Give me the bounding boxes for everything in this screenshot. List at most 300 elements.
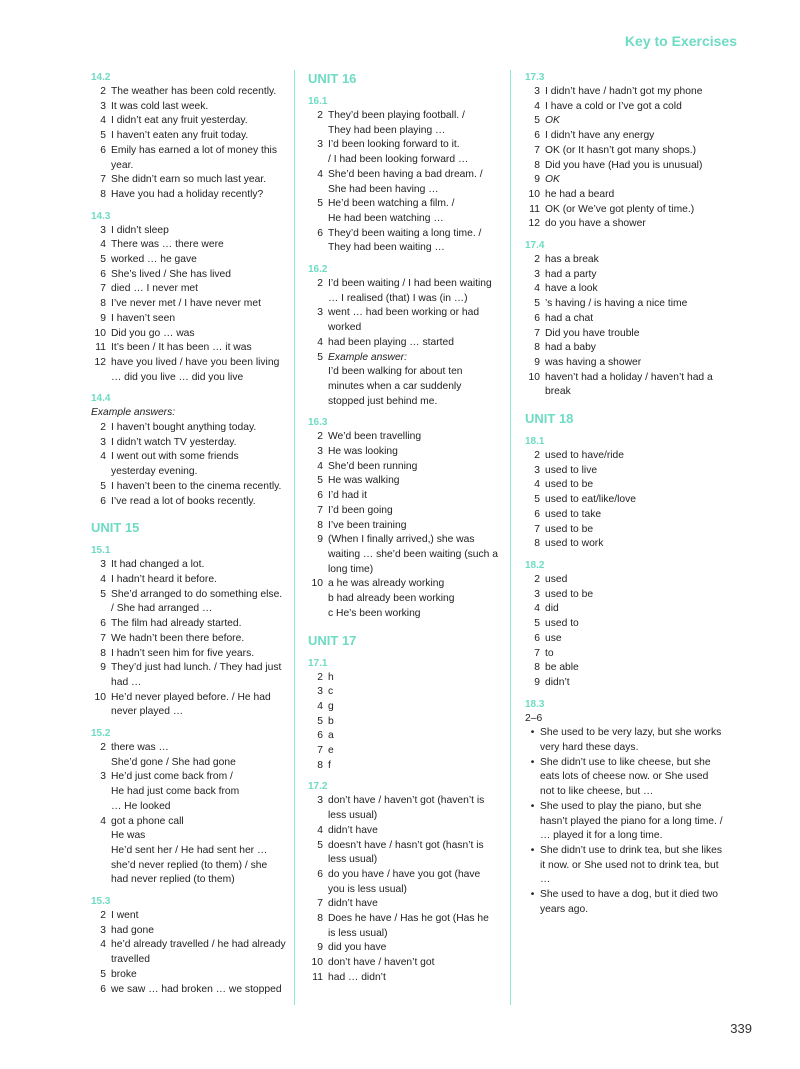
answer-text: She used to have a dog, but it died two years ago. [540,889,719,915]
answer-item [525,253,725,268]
answer-text: do you have / have you got (have you is less usual) [328,868,481,895]
answer-text: He was [111,830,146,842]
answer-text: They’d been playing football. / [328,110,465,121]
answer-item [308,868,498,897]
answer-number: 6 [317,490,323,502]
answer-number: 4 [534,479,540,491]
answer-text: I haven’t been to the cinema recently. [111,480,282,492]
bullet-answer [525,800,725,844]
answer-item [91,647,286,662]
answer-text: didn’t have [328,824,378,836]
exercise-heading: 14.2 [91,72,111,83]
answer-number: 4 [100,115,106,127]
answer-item [308,109,498,124]
answer-text: a [328,730,334,742]
answer-number: 6 [534,508,540,520]
answer-number: 6 [534,312,540,324]
answer-item [91,421,286,436]
answer-text: ’s having / is having a nice time [545,298,688,310]
answer-continuation [91,756,286,771]
bullet-answer [525,756,725,800]
answer-number: 11 [312,971,323,983]
answer-number: 8 [534,538,540,550]
answer-number: 5 [317,715,323,727]
answer-item [525,356,725,371]
answer-number: 4 [317,824,323,836]
answer-text: I’d been walking for about ten minutes when a car suddenly stopped just behind me. [328,366,463,407]
answer-number: 10 [311,578,323,590]
answer-number: 8 [100,298,106,310]
answer-column-3 [525,70,725,917]
exercise-heading: 15.3 [91,896,111,908]
answer-item [525,632,725,647]
answer-item [308,336,498,351]
answer-text: I didn’t eat any fruit yesterday. [111,115,248,127]
answer-item [308,839,498,868]
answer-number: 8 [534,159,540,171]
answer-text: Example answer: [328,351,407,363]
answer-column-1 [91,70,286,997]
answer-continuation [308,124,498,139]
answer-item [308,577,498,592]
answer-item [308,971,498,986]
answer-text: had gone [111,924,154,936]
unit-heading: UNIT 16 [308,71,357,86]
answer-text: She didn’t use to like cheese, but she eats lots of cheese now. or She used not to like cheese, but … [540,756,711,798]
answer-number: 7 [534,327,540,339]
answer-number: 4 [317,460,323,472]
answer-text: did you have [328,942,387,954]
answer-number: 4 [100,451,106,463]
answer-text: He’d been watching a film. / [328,198,455,210]
answer-text: got a phone call [111,815,184,827]
answer-text: I haven’t eaten any fruit today. [111,130,249,142]
answer-text: Did you have (Had you is unusual) [545,159,703,171]
answer-text: went … had been working or had worked [328,307,480,334]
answer-item [91,588,286,617]
answer-item [91,436,286,451]
answer-text: OK (or We’ve got plenty of time.) [545,203,695,215]
answer-text: to [545,647,554,659]
answer-text: I’d been going [328,504,393,516]
answer-text: died … I never met [111,283,198,295]
answer-item [91,909,286,924]
answer-number: 3 [534,268,540,280]
answer-item [91,356,286,385]
answer-text: used to have/ride [545,450,624,462]
answer-item [91,691,286,720]
answer-number: 6 [534,130,540,142]
answer-number: 5 [534,115,540,127]
answer-item [308,430,498,445]
answer-number: 5 [317,198,323,210]
answer-number: 5 [100,254,106,266]
exercise-heading: 18.1 [525,436,545,448]
answer-item [308,685,498,700]
answer-text: doesn’t have / hasn’t got (hasn’t is less usual) [328,839,484,866]
answer-number: 3 [100,771,106,783]
answer-number: 11 [529,203,540,215]
answer-text: h [328,671,334,683]
answer-item [308,460,498,475]
answer-number: 3 [534,588,540,600]
answer-text: It’s been / It has been … it was [111,342,252,354]
answer-number: 3 [317,307,323,319]
answer-number [308,183,323,198]
answer-item [525,588,725,603]
answer-item [525,114,725,129]
answer-text: I hadn’t heard it before. [111,573,217,585]
bullet-icon: • [530,800,535,812]
answer-number: 2 [534,254,540,266]
answer-item [308,729,498,744]
answer-text: She used to play the piano, but she hasn’t played the piano for a long time. / … played it for a long time. [540,800,723,842]
answer-number: 7 [100,283,106,295]
exercise-heading: 15.2 [91,728,111,740]
answer-item [91,282,286,297]
answer-text: had … didn’t [328,971,386,983]
answer-item [91,770,286,785]
answer-item [525,602,725,617]
answer-number [91,844,106,888]
answer-item [308,744,498,759]
answer-text: I’d been looking forward to it. [328,139,460,151]
answer-number: 6 [317,730,323,742]
answer-item [525,144,725,159]
answer-item [91,114,286,129]
answer-continuation [308,153,498,168]
answer-item [91,558,286,573]
answer-number: 5 [317,475,323,487]
answer-item [308,306,498,335]
answer-text: used to work [545,538,604,550]
answer-item [91,144,286,173]
answer-text: had a chat [545,312,594,324]
answer-number: 9 [534,676,540,688]
answer-item [308,956,498,971]
answer-text: I didn’t have / hadn’t got my phone [545,86,703,97]
answer-item [525,268,725,283]
exercise-heading: 18.3 [525,698,545,710]
answer-text: He’d sent her / He had sent her … she’d never replied (to them) / she had never replied (to them) [111,844,268,886]
answer-text: She didn’t use to drink tea, but she likes it now. or She used not to drink tea, but … [540,844,723,886]
answer-text: It had changed a lot. [111,559,205,571]
answer-text: he had a beard [545,188,615,200]
answer-item [525,327,725,342]
exercise-heading: 16.2 [308,264,328,276]
answer-number: 10 [528,188,540,200]
answer-item [525,478,725,493]
answer-item [525,493,725,508]
answer-item [91,632,286,647]
answer-text: did [545,603,559,615]
answer-item [91,297,286,312]
answer-number: 3 [100,924,106,936]
unit-heading: UNIT 15 [91,520,140,536]
answer-number: 5 [317,839,323,851]
answer-number: 7 [534,647,540,659]
answer-item [91,815,286,830]
bullet-answer [525,888,725,917]
answer-item [91,341,286,356]
answer-item [525,573,725,588]
answer-number [308,153,323,168]
answer-item [91,450,286,479]
answer-item [91,480,286,495]
answer-number: 4 [100,815,106,827]
answer-text: She had been having … [328,183,439,195]
answer-text: I haven’t bought anything today. [111,422,257,434]
answer-item [91,573,286,588]
answer-text: I hadn’t seen him for five years. [111,647,255,659]
instruction-note: Example answers: [91,407,176,419]
answer-text: Does he have / Has he got (Has he is less usual) [328,913,489,939]
answer-text: worked … he gave [111,254,197,266]
answer-number: 8 [534,662,540,674]
answer-number: 6 [100,618,106,630]
answer-number [91,829,106,844]
answer-number: 7 [534,144,540,156]
answer-number [308,124,323,139]
answer-number: 3 [100,224,106,236]
answer-number: 3 [317,446,323,458]
answer-text: a he was already working [328,578,445,590]
answer-text: used to be [545,588,594,600]
answer-number: 3 [317,139,323,151]
exercise-heading: 18.2 [525,559,545,571]
answer-item [91,173,286,188]
answer-text: OK [545,174,560,186]
exercise-heading: 14.4 [91,393,111,405]
answer-text: It was cold last week. [111,100,209,112]
answer-text: The film had already started. [111,618,242,630]
answer-text: b had already been working [328,593,455,605]
answer-text: I didn’t watch TV yesterday. [111,436,237,448]
answer-text: do you have a shower [545,218,646,230]
answer-text: c [328,686,334,698]
answer-text: She didn’t earn so much last year. [111,174,267,186]
answer-number: 8 [317,759,323,771]
answer-text: We hadn’t been there before. [111,632,245,644]
answer-text: g [328,700,334,712]
answer-item [308,197,498,212]
answer-item [525,282,725,297]
page-number: 339 [730,1021,752,1036]
answer-text: don’t have / haven’t got [328,957,435,969]
answer-number: 5 [534,618,540,630]
answer-text: She’d arranged to do something else. / She had arranged … [111,588,283,615]
answer-item [91,100,286,115]
answer-number: 10 [528,371,540,383]
unit-heading: UNIT 18 [525,411,574,427]
answer-item [308,351,498,366]
answer-text: didn’t [545,676,570,688]
answer-number: 8 [534,342,540,354]
answer-number [91,785,106,800]
answer-number: 8 [100,188,106,200]
answer-text: I have a cold or I’ve got a cold [545,100,682,112]
answer-item [308,227,498,242]
answer-number [308,607,323,622]
answer-continuation [91,800,286,815]
answer-item [525,617,725,632]
answer-item [308,759,498,774]
answer-text: He had been watching … [328,212,444,224]
answer-number: 6 [100,268,106,280]
answer-number [308,365,323,409]
answer-item [525,661,725,676]
answer-item [308,489,498,504]
bullet-answer [525,726,725,755]
answer-text: She’d been running [328,460,418,472]
answer-number: 8 [100,647,106,659]
answer-number: 4 [100,939,106,951]
answer-text: Did you go … was [111,327,195,339]
answer-item [308,533,498,577]
answer-number: 2 [100,742,106,754]
answer-number: 2 [317,278,323,290]
answer-text: She’d gone / She had gone [111,756,236,768]
answer-number: 8 [317,519,323,531]
answer-text: used to live [545,464,598,476]
answer-item [525,203,725,218]
answer-item [525,217,725,232]
answer-continuation [91,844,286,888]
answer-number [308,212,323,227]
answer-text: don’t have / haven’t got (haven’t is less usual) [328,795,485,822]
range-label: 2–6 [525,712,543,724]
answer-item [308,445,498,460]
answer-text: I’ve never met / I have never met [111,298,261,310]
answer-item [91,312,286,327]
answer-number: 6 [317,868,323,880]
answer-number: 3 [100,559,106,571]
answer-text: OK [545,115,560,127]
answer-text: had a baby [545,342,596,354]
answer-text: … He looked [111,800,171,812]
page-header: Key to Exercises [624,33,737,49]
answer-item [525,523,725,538]
answer-item [525,464,725,479]
answer-number: 4 [317,168,323,180]
answer-item [308,824,498,839]
answer-text: They’d just had lunch. / They had just had … [111,662,282,688]
column-divider [510,70,511,1005]
answer-number: 10 [311,957,323,969]
answer-number: 4 [100,239,106,251]
answer-number: 2 [100,910,106,922]
answer-number: 4 [534,603,540,615]
answer-item [308,504,498,519]
answer-item [91,983,286,998]
answer-number: 5 [534,494,540,506]
answer-number: 3 [534,464,540,476]
answer-number: 7 [100,174,106,186]
answer-text: e [328,745,334,757]
answer-item [308,700,498,715]
answer-number: 9 [317,942,323,954]
answer-item [91,268,286,283]
answer-continuation [308,592,498,607]
answer-item [308,897,498,912]
answer-number [91,756,106,771]
answer-item [91,661,286,690]
answer-text: They’d been waiting a long time. / [328,227,482,239]
answer-text: didn’t have [328,898,378,910]
answer-item [525,173,725,188]
answer-item [525,85,725,100]
answer-item [91,224,286,239]
answer-number: 6 [100,144,106,156]
answer-item [308,168,498,183]
answer-item [525,159,725,174]
answer-text: She’d been having a bad dream. / [328,168,483,180]
answer-item [91,924,286,939]
answer-text: OK (or It hasn’t got many shops.) [545,144,697,156]
answer-text: used [545,573,568,585]
answer-number: 12 [528,218,540,230]
answer-number: 7 [317,898,323,910]
exercise-heading: 16.3 [308,417,328,429]
answer-text: used to take [545,508,602,520]
bullet-icon: • [530,889,535,901]
answer-item [308,912,498,941]
answer-text: I’ve read a lot of books recently. [111,495,256,507]
answer-continuation [91,785,286,800]
answer-text: There was … there were [111,239,224,251]
answer-text: we saw … had broken … we stopped [111,983,282,995]
answer-item [91,968,286,983]
answer-text: I didn’t sleep [111,224,169,236]
answer-text: c He’s been working [328,607,421,619]
answer-item [308,715,498,730]
answer-text: broke [111,968,137,980]
answer-number: 3 [100,436,106,448]
answer-text: I haven’t seen [111,312,176,324]
answer-number: 5 [100,130,106,142]
answer-item [525,188,725,203]
answer-item [308,277,498,306]
answer-text: have a look [545,283,598,295]
answer-item [308,519,498,534]
answer-text: He was walking [328,475,400,487]
answer-number: 9 [534,174,540,186]
answer-number: 2 [317,431,323,443]
answer-text: have you lived / have you been living … did you live … did you live [111,356,280,383]
answer-number: 2 [534,573,540,585]
answer-number [308,592,323,607]
answer-number: 7 [317,504,323,516]
answer-text: use [545,632,562,644]
answer-item [91,495,286,510]
answer-text: I didn’t have any energy [545,130,655,142]
answer-number: 4 [317,700,323,712]
answer-continuation [308,183,498,198]
answer-item [525,449,725,464]
bullet-icon: • [530,727,535,739]
answer-item [525,676,725,691]
answer-text: used to be [545,479,594,491]
answer-text: The weather has been cold recently. [111,86,277,97]
answer-number: 2 [317,671,323,683]
answer-text: be able [545,662,579,674]
answer-number: 2 [534,450,540,462]
answer-text: He’d never played before. / He had never played … [111,691,271,718]
answer-item [525,537,725,552]
answer-number: 4 [534,283,540,295]
bullet-answer [525,844,725,888]
answer-number: 4 [317,336,323,348]
